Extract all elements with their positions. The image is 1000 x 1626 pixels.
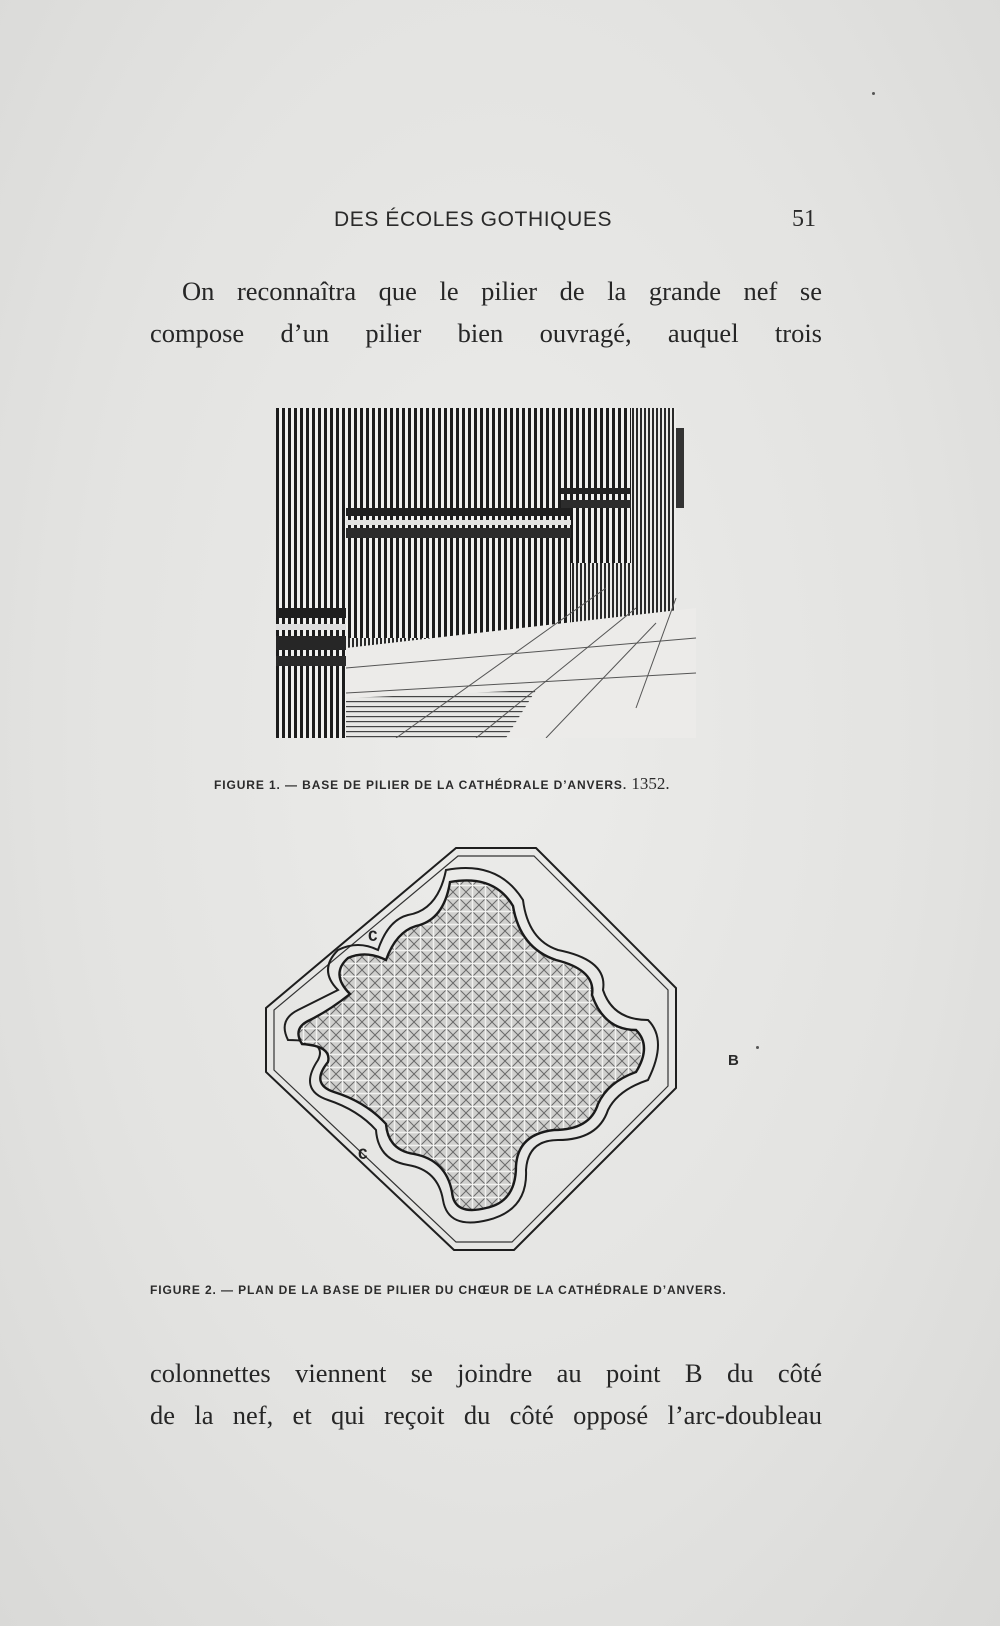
figure2-caption: FIGURE 2. — PLAN DE LA BASE DE PILIER DU CHŒUR DE LA CATHÉDRALE D’ANVERS. <box>150 1283 727 1297</box>
text-line: de la nef, et qui reçoit du côté opposé l’arc-doubleau <box>150 1400 822 1430</box>
text-line: On reconnaîtra que le pilier de la grande nef se <box>182 276 822 306</box>
text-line: colonnettes viennent se joindre au point B du côté <box>150 1358 822 1388</box>
paragraph-bottom <box>150 1352 822 1436</box>
pillar-base-engraving <box>276 408 698 738</box>
pillar-plan-drawing <box>258 840 734 1260</box>
page-number: 51 <box>792 206 816 232</box>
figure1-caption-text: FIGURE 1. — BASE DE PILIER DE LA CATHÉDRALE D’ANVERS. <box>214 778 628 792</box>
text-line: compose d’un pilier bien ouvragé, auquel trois <box>150 318 822 348</box>
running-head: DES ÉCOLES GOTHIQUES <box>334 208 613 231</box>
figure1-caption <box>214 774 670 794</box>
plan-label-c-bottom: C <box>358 1146 368 1164</box>
plan-label-b: B <box>728 1052 739 1069</box>
plan-label-c-top: C <box>368 928 378 946</box>
paragraph-top <box>150 270 822 354</box>
figure1-year: 1352. <box>631 774 670 793</box>
paper-speck <box>756 1046 759 1049</box>
paper-speck <box>872 92 875 95</box>
